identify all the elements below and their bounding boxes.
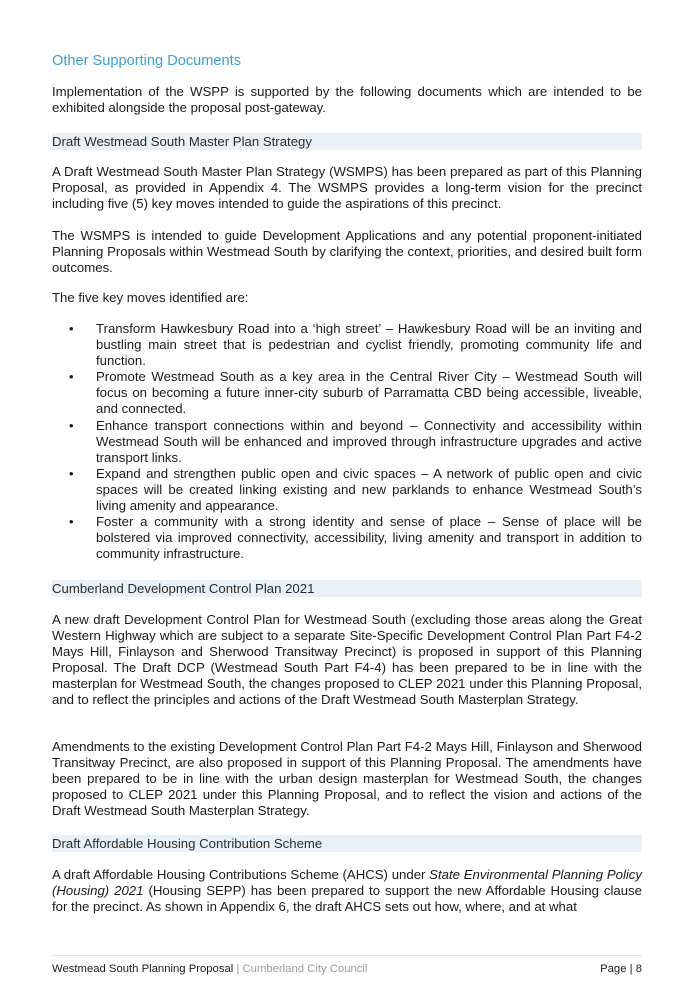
page-footer: [52, 962, 642, 976]
list-item-text: Expand and strengthen public open and civic spaces – A network of public open and civic spaces will be created linking existing and new parklands to enhance Westmead South’s living amenity and appearance.: [96, 465, 642, 514]
bullet-icon: •: [69, 465, 74, 481]
subheading-text: Cumberland Development Control Plan 2021: [52, 581, 315, 596]
page-number: Page | 8: [600, 963, 642, 975]
list-item-text: Promote Westmead South as a key area in the Central River City – Westmead South will focus on becoming a future inner-city suburb of Parramatta CBD being accessible, liveable, and connected.: [96, 369, 642, 417]
footer-council-name: Cumberland City Council: [242, 963, 368, 975]
list-item: [52, 514, 642, 562]
key-moves-list: [52, 321, 642, 562]
intro-paragraph: Implementation of the WSPP is supported by the following documents which are intended to be exhibited alongside the proposal post-gateway.: [52, 84, 642, 116]
ahcs-text-end: (Housing SEPP) has been prepared to support the new Affordable Housing clause for the precinct. As shown in Appendix 6, the draft AHCS sets out how, where, and at what: [52, 883, 643, 915]
list-item-text: Enhance transport connections within and beyond – Connectivity and accessibility within Westmead South will be enhanced and improved through infrastructure upgrades and active transport links.: [96, 417, 642, 465]
wsmps-paragraph-3: The five key moves identified are:: [52, 290, 249, 305]
wsmps-paragraph-2: The WSMPS is intended to guide Development Applications and any potential proponent-initiated Planning Proposals within Westmead South by clarifying the context, priorities, and desired built form outcomes.: [52, 228, 642, 276]
subheading-master-plan-strategy: [52, 133, 642, 150]
subheading-text: Draft Westmead South Master Plan Strategy: [52, 134, 312, 149]
wsmps-paragraph-1: A Draft Westmead South Master Plan Strategy (WSMPS) has been prepared as part of this Planning Proposal, as provided in Appendix 4. The WSMPS provides a long-term vision for the precinct including five (5) key moves intended to guide the aspirations of this precinct.: [52, 164, 642, 212]
list-item: [52, 418, 642, 466]
list-item-text: Foster a community with a strong identity and sense of place – Sense of place will be bolstered via improved connectivity, accessibility, living amenity and transport in addition to community infrastructure.: [96, 514, 642, 562]
subheading-affordable-housing: [52, 835, 642, 852]
bullet-icon: •: [69, 321, 74, 336]
list-item: [52, 466, 642, 514]
list-item: [52, 369, 642, 417]
dcp-paragraph-2: Amendments to the existing Development Control Plan Part F4-2 Mays Hill, Finlayson and Sherwood Transitway Precinct, are also proposed in support of this Planning Proposal. The amendments have been prepared to be in line with the urban design masterplan for Westmead South, the changes proposed to CLEP 2021 under this Planning Proposal, and to reflect the vision and actions of the Draft Westmead South Masterplan Strategy.: [52, 739, 642, 819]
footer-divider: [52, 955, 642, 956]
bullet-icon: •: [69, 514, 74, 530]
ahcs-paragraph: [52, 867, 642, 915]
list-item-text: Transform Hawkesbury Road into a ‘high street’ – Hawkesbury Road will be an inviting and bustling main street that is pedestrian and cyclist friendly, promoting community life and function.: [96, 321, 642, 369]
footer-separator: |: [233, 963, 243, 975]
dcp-paragraph-1: A new draft Development Control Plan for Westmead South (excluding those areas along the Great Western Highway which are subject to a separate Site-Specific Development Control Plan Part F4-2 Mays Hill, Finlayson and Sherwood Transitway Precinct) is proposed in support of this Planning Proposal. The Draft DCP (Westmead South Part F4-4) has been prepared to be in line with the masterplan for Westmead South, the changes proposed to CLEP 2021 under this Planning Proposal, and to reflect the principles and actions of the Draft Westmead South Masterplan Strategy.: [52, 612, 642, 708]
bullet-icon: •: [69, 369, 74, 385]
subheading-dcp-2021: [52, 580, 642, 597]
section-heading: Other Supporting Documents: [52, 53, 242, 69]
footer-document-title: Westmead South Planning Proposal: [52, 963, 234, 975]
ahcs-policy-title: State Environmental Planning Policy (Housing) 2021: [52, 867, 642, 899]
bullet-icon: •: [69, 417, 74, 433]
list-item: [52, 321, 642, 369]
subheading-text: Draft Affordable Housing Contribution Scheme: [52, 836, 323, 851]
ahcs-text-start: A draft Affordable Housing Contributions Scheme (AHCS) under: [52, 867, 430, 882]
